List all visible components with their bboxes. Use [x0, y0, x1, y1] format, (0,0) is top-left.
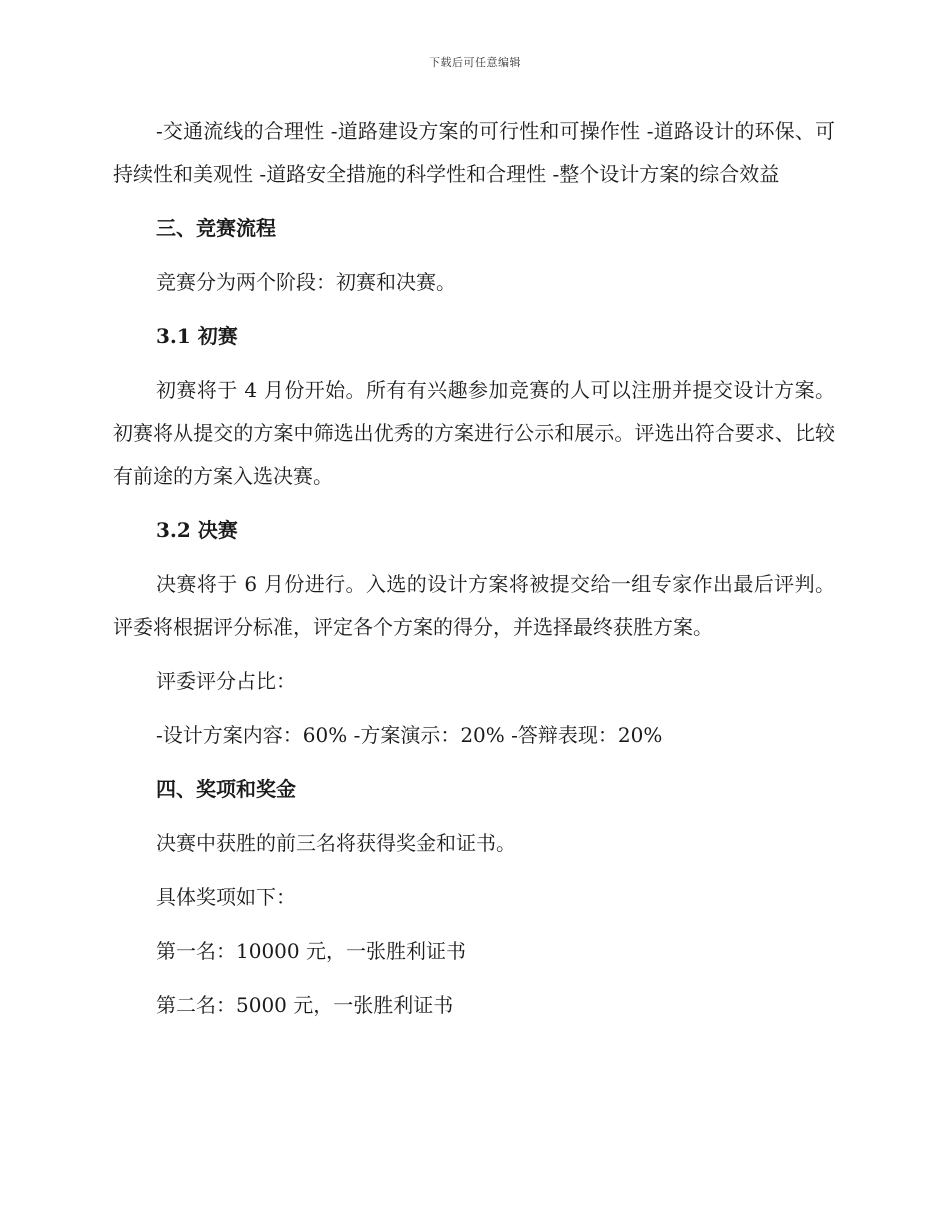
subsection-3-2-heading: 3.2 决赛 [156, 518, 238, 542]
criteria-paragraph: -交通流线的合理性 -道路建设方案的可行性和可操作性 -道路设计的环保、可持续性和美观性 -道路安全措施的科学性和合理性 -整个设计方案的综合效益 [113, 119, 835, 186]
subsection-3-2-text: 决赛将于 6 月份进行。入选的设计方案将被提交给一组专家作出最后评判。评委将根据评分标准，评定各个方案的得分，并选择最终获胜方案。 [113, 572, 835, 639]
weight-intro: 评委评分占比： [156, 669, 296, 693]
subsection-3-1-heading: 3.1 初赛 [156, 324, 238, 348]
award-first: 第一名：10000 元，一张胜利证书 [156, 939, 466, 963]
weight-list: -设计方案内容：60% -方案演示：20% -答辩表现：20% [156, 723, 663, 747]
section-3-intro: 竞赛分为两个阶段：初赛和决赛。 [156, 270, 456, 294]
document-body [113, 110, 835, 1027]
section-4-intro: 决赛中获胜的前三名将获得奖金和证书。 [156, 831, 516, 855]
subsection-3-1-text: 初赛将于 4 月份开始。所有有兴趣参加竞赛的人可以注册并提交设计方案。初赛将从提交的方案中筛选出优秀的方案进行公示和展示。评选出符合要求、比较有前途的方案入选决赛。 [113, 378, 835, 488]
page-header: 下载后可任意编辑 [429, 56, 521, 69]
section-4-heading: 四、奖项和奖金 [156, 777, 296, 801]
section-3-heading: 三、竞赛流程 [156, 216, 276, 240]
awards-intro: 具体奖项如下： [156, 885, 296, 909]
award-second: 第二名：5000 元，一张胜利证书 [156, 993, 454, 1017]
